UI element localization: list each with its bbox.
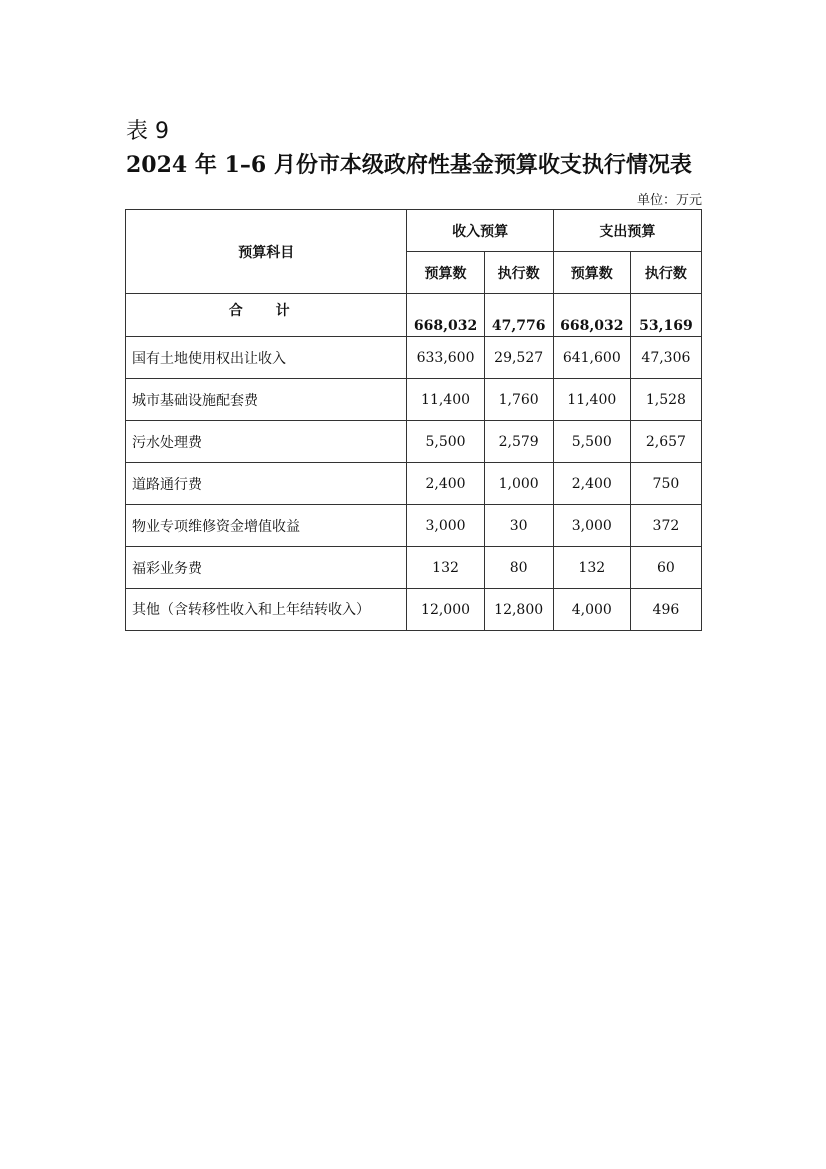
cell-income-exec: 80 [484, 547, 553, 589]
header-expense-budget-amount: 预算数 [553, 252, 630, 294]
cell-expense-exec: 372 [630, 505, 701, 547]
table-row [126, 463, 702, 505]
table-row [126, 337, 702, 379]
cell-expense-budget: 11,400 [553, 379, 630, 421]
cell-income-budget: 132 [407, 547, 484, 589]
row-subject: 物业专项维修资金增值收益 [126, 505, 407, 547]
row-subject: 福彩业务费 [126, 547, 407, 589]
cell-expense-budget: 132 [553, 547, 630, 589]
total-row [126, 294, 702, 337]
cell-expense-exec: 496 [630, 589, 701, 631]
cell-expense-exec: 53,169 [630, 294, 701, 337]
cell-expense-budget: 2,400 [553, 463, 630, 505]
cell-income-budget: 5,500 [407, 421, 484, 463]
cell-expense-exec: 1,528 [630, 379, 701, 421]
cell-income-exec: 47,776 [484, 294, 553, 337]
cell-income-budget: 3,000 [407, 505, 484, 547]
cell-expense-exec: 47,306 [630, 337, 701, 379]
header-expense-budget: 支出预算 [553, 210, 701, 252]
total-label: 合 计 [126, 294, 407, 337]
table-row [126, 589, 702, 631]
table-row [126, 379, 702, 421]
row-subject: 国有土地使用权出让收入 [126, 337, 407, 379]
cell-income-exec: 29,527 [484, 337, 553, 379]
table-row [126, 505, 702, 547]
header-income-exec-amount: 执行数 [484, 252, 553, 294]
cell-income-exec: 1,000 [484, 463, 553, 505]
cell-income-budget: 12,000 [407, 589, 484, 631]
table-row [126, 421, 702, 463]
cell-expense-budget: 5,500 [553, 421, 630, 463]
cell-income-budget: 668,032 [407, 294, 484, 337]
cell-expense-exec: 750 [630, 463, 701, 505]
header-expense-exec-amount: 执行数 [630, 252, 701, 294]
row-subject: 道路通行费 [126, 463, 407, 505]
cell-expense-budget: 3,000 [553, 505, 630, 547]
budget-table [125, 209, 702, 631]
row-subject: 污水处理费 [126, 421, 407, 463]
cell-income-exec: 12,800 [484, 589, 553, 631]
cell-expense-budget: 4,000 [553, 589, 630, 631]
cell-expense-exec: 2,657 [630, 421, 701, 463]
cell-income-exec: 2,579 [484, 421, 553, 463]
cell-expense-budget: 668,032 [553, 294, 630, 337]
cell-income-budget: 2,400 [407, 463, 484, 505]
header-income-budget-amount: 预算数 [407, 252, 484, 294]
cell-income-exec: 30 [484, 505, 553, 547]
cell-income-exec: 1,760 [484, 379, 553, 421]
cell-income-budget: 11,400 [407, 379, 484, 421]
unit-note: 单位：万元 [636, 193, 702, 208]
table-row [126, 547, 702, 589]
cell-expense-budget: 641,600 [553, 337, 630, 379]
row-subject: 城市基础设施配套费 [126, 379, 407, 421]
header-subject: 预算科目 [126, 210, 407, 294]
cell-income-budget: 633,600 [407, 337, 484, 379]
cell-expense-exec: 60 [630, 547, 701, 589]
row-subject: 其他（含转移性收入和上年结转收入） [126, 589, 407, 631]
header-income-budget: 收入预算 [407, 210, 553, 252]
page-title: 2024 年 1–6 月份市本级政府性基金预算收支执行情况表 [126, 152, 692, 178]
table-number-label: 表 9 [126, 119, 169, 144]
table-header-row [126, 210, 702, 252]
